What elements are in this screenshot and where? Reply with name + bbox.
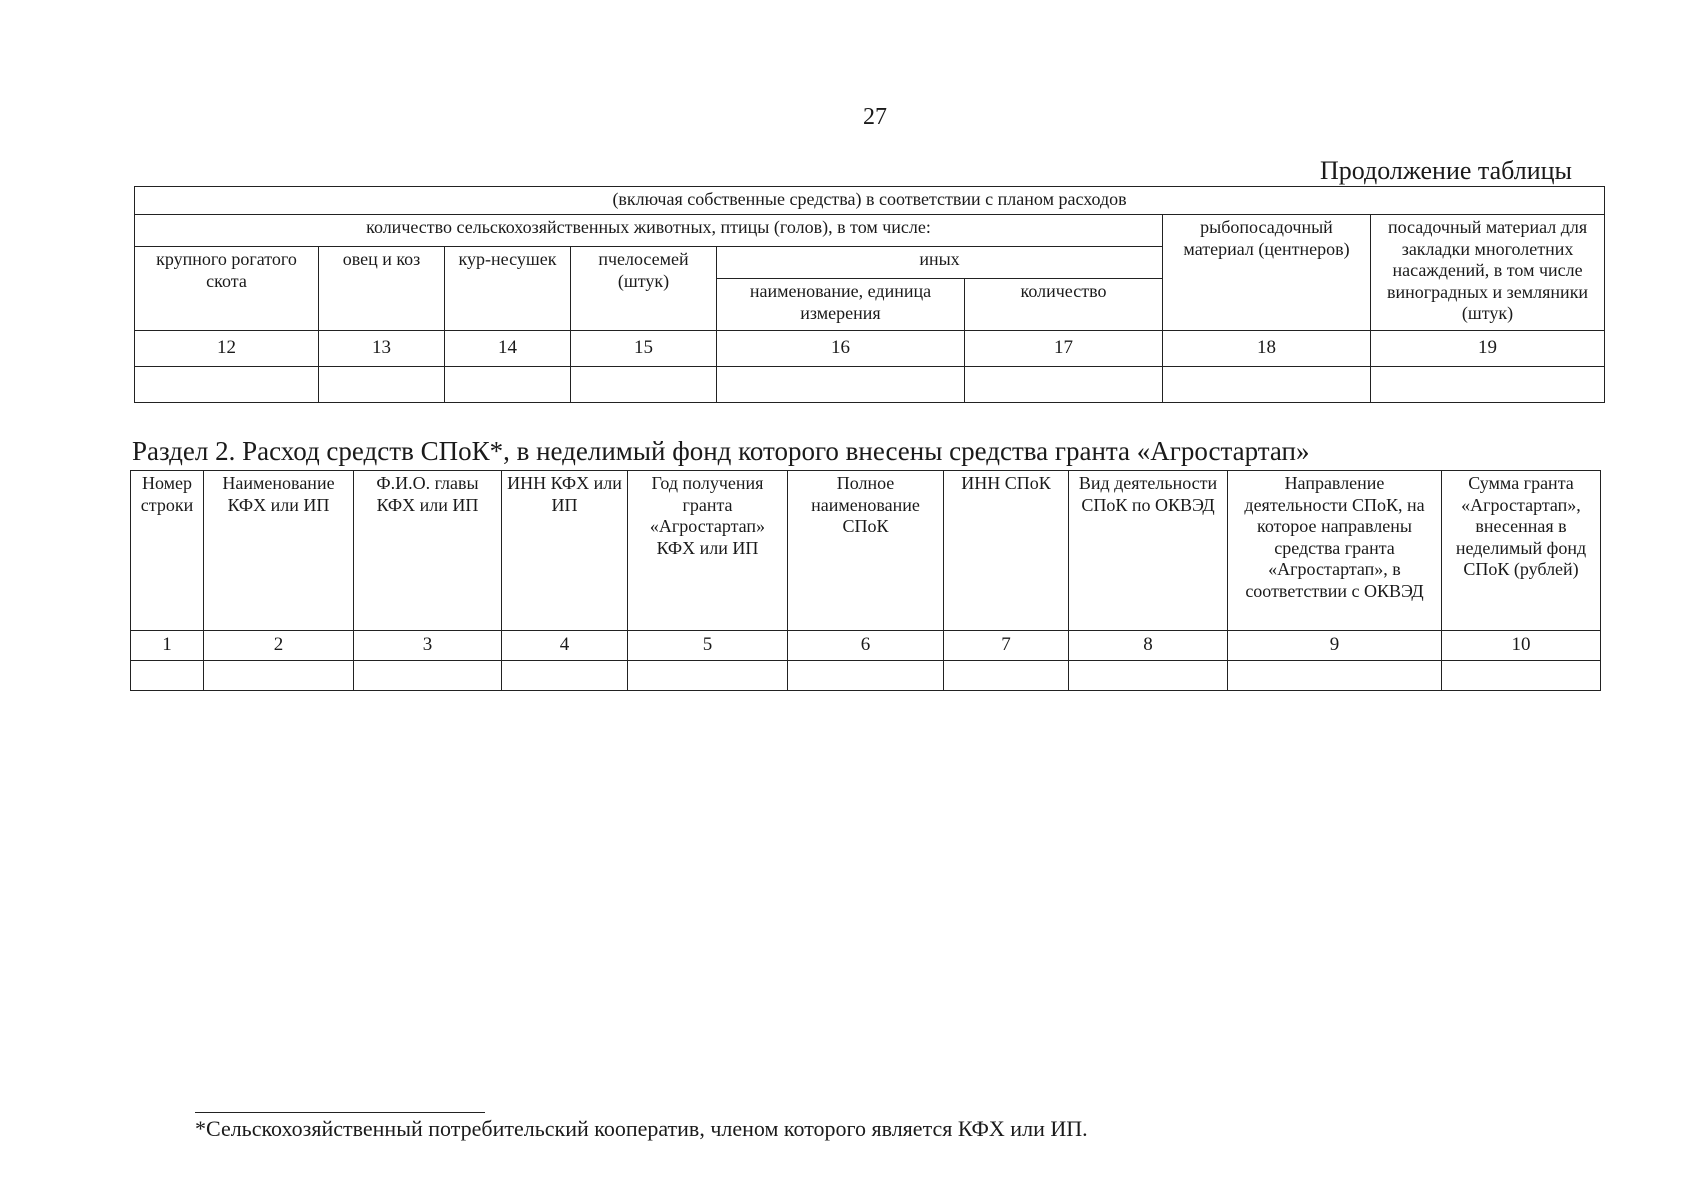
activity-type-header-cell: Вид деятельности СПоК по ОКВЭД [1069,471,1228,631]
farm-inn-header-cell: ИНН КФХ или ИП [502,471,628,631]
page-number: 27 [863,104,887,130]
row-number-header-cell: Номер строки [131,471,204,631]
empty-cell [1163,367,1371,403]
activity-direction-header-cell: Направление деятельности СПоК, на которое направлены средства гранта «Агростартап», в соответствии с ОКВЭД [1228,471,1442,631]
empty-cell [1371,367,1605,403]
cattle-header-cell: крупного рогатого скота [135,247,319,331]
fish-material-header-cell: рыбопосадочный материал (центнеров) [1163,215,1371,331]
footnote: *Сельскохозяйственный потребительский кооператив, членом которого является КФХ или ИП. [195,1116,1088,1141]
other-quantity-header-cell: количество [965,279,1163,331]
column-number: 14 [445,331,571,367]
empty-cell [717,367,965,403]
empty-cell [445,367,571,403]
column-number: 8 [1069,631,1228,661]
column-number: 12 [135,331,319,367]
farm-name-header-cell: Наименование КФХ или ИП [204,471,354,631]
empty-cell [319,367,445,403]
empty-cell [965,367,1163,403]
table-continuation-label: Продолжение таблицы [1320,156,1572,185]
grant-sum-header-cell: Сумма гранта «Агростартап», внесенная в неделимый фонд СПоК (рублей) [1442,471,1601,631]
empty-cell [1442,661,1601,691]
empty-cell [135,367,319,403]
sheep-header-cell: овец и коз [319,247,445,331]
section-2-title: Раздел 2. Расход средств СПоК*, в неделимый фонд которого внесены средства гранта «Агростартап» [132,436,1310,466]
empty-cell [502,661,628,691]
bees-header-cell: пчелосемей (штук) [571,247,717,331]
table-row [135,367,1605,403]
column-number: 19 [1371,331,1605,367]
head-name-header-cell: Ф.И.О. главы КФХ или ИП [354,471,502,631]
spok-inn-header-cell: ИНН СПоК [944,471,1069,631]
column-number: 7 [944,631,1069,661]
column-number: 4 [502,631,628,661]
footnote-divider [195,1112,485,1113]
column-number: 1 [131,631,204,661]
empty-cell [354,661,502,691]
grant-year-header-cell: Год получения гранта «Агростартап» КФХ или ИП [628,471,788,631]
expenses-plan-table [134,186,1605,403]
spok-name-header-cell: Полное наименование СПоК [788,471,944,631]
empty-cell [788,661,944,691]
top-header-cell: (включая собственные средства) в соответствии с планом расходов [135,187,1605,215]
planting-material-header-cell: посадочный материал для закладки многолетних насаждений, в том числе виноградных и земляники (штук) [1371,215,1605,331]
column-number: 10 [1442,631,1601,661]
column-number: 13 [319,331,445,367]
livestock-header-cell: количество сельскохозяйственных животных, птицы (голов), в том числе: [135,215,1163,247]
column-number: 15 [571,331,717,367]
column-number: 2 [204,631,354,661]
empty-cell [204,661,354,691]
column-number: 5 [628,631,788,661]
hens-header-cell: кур-несушек [445,247,571,331]
empty-cell [1228,661,1442,691]
column-number: 16 [717,331,965,367]
column-number: 17 [965,331,1163,367]
empty-cell [131,661,204,691]
other-header-cell: иных [717,247,1163,279]
column-number: 3 [354,631,502,661]
other-name-header-cell: наименование, единица измерения [717,279,965,331]
table-row [131,661,1601,691]
empty-cell [944,661,1069,691]
column-number: 9 [1228,631,1442,661]
grant-expenses-table [130,470,1601,691]
empty-cell [1069,661,1228,691]
empty-cell [571,367,717,403]
column-number: 6 [788,631,944,661]
empty-cell [628,661,788,691]
column-number: 18 [1163,331,1371,367]
